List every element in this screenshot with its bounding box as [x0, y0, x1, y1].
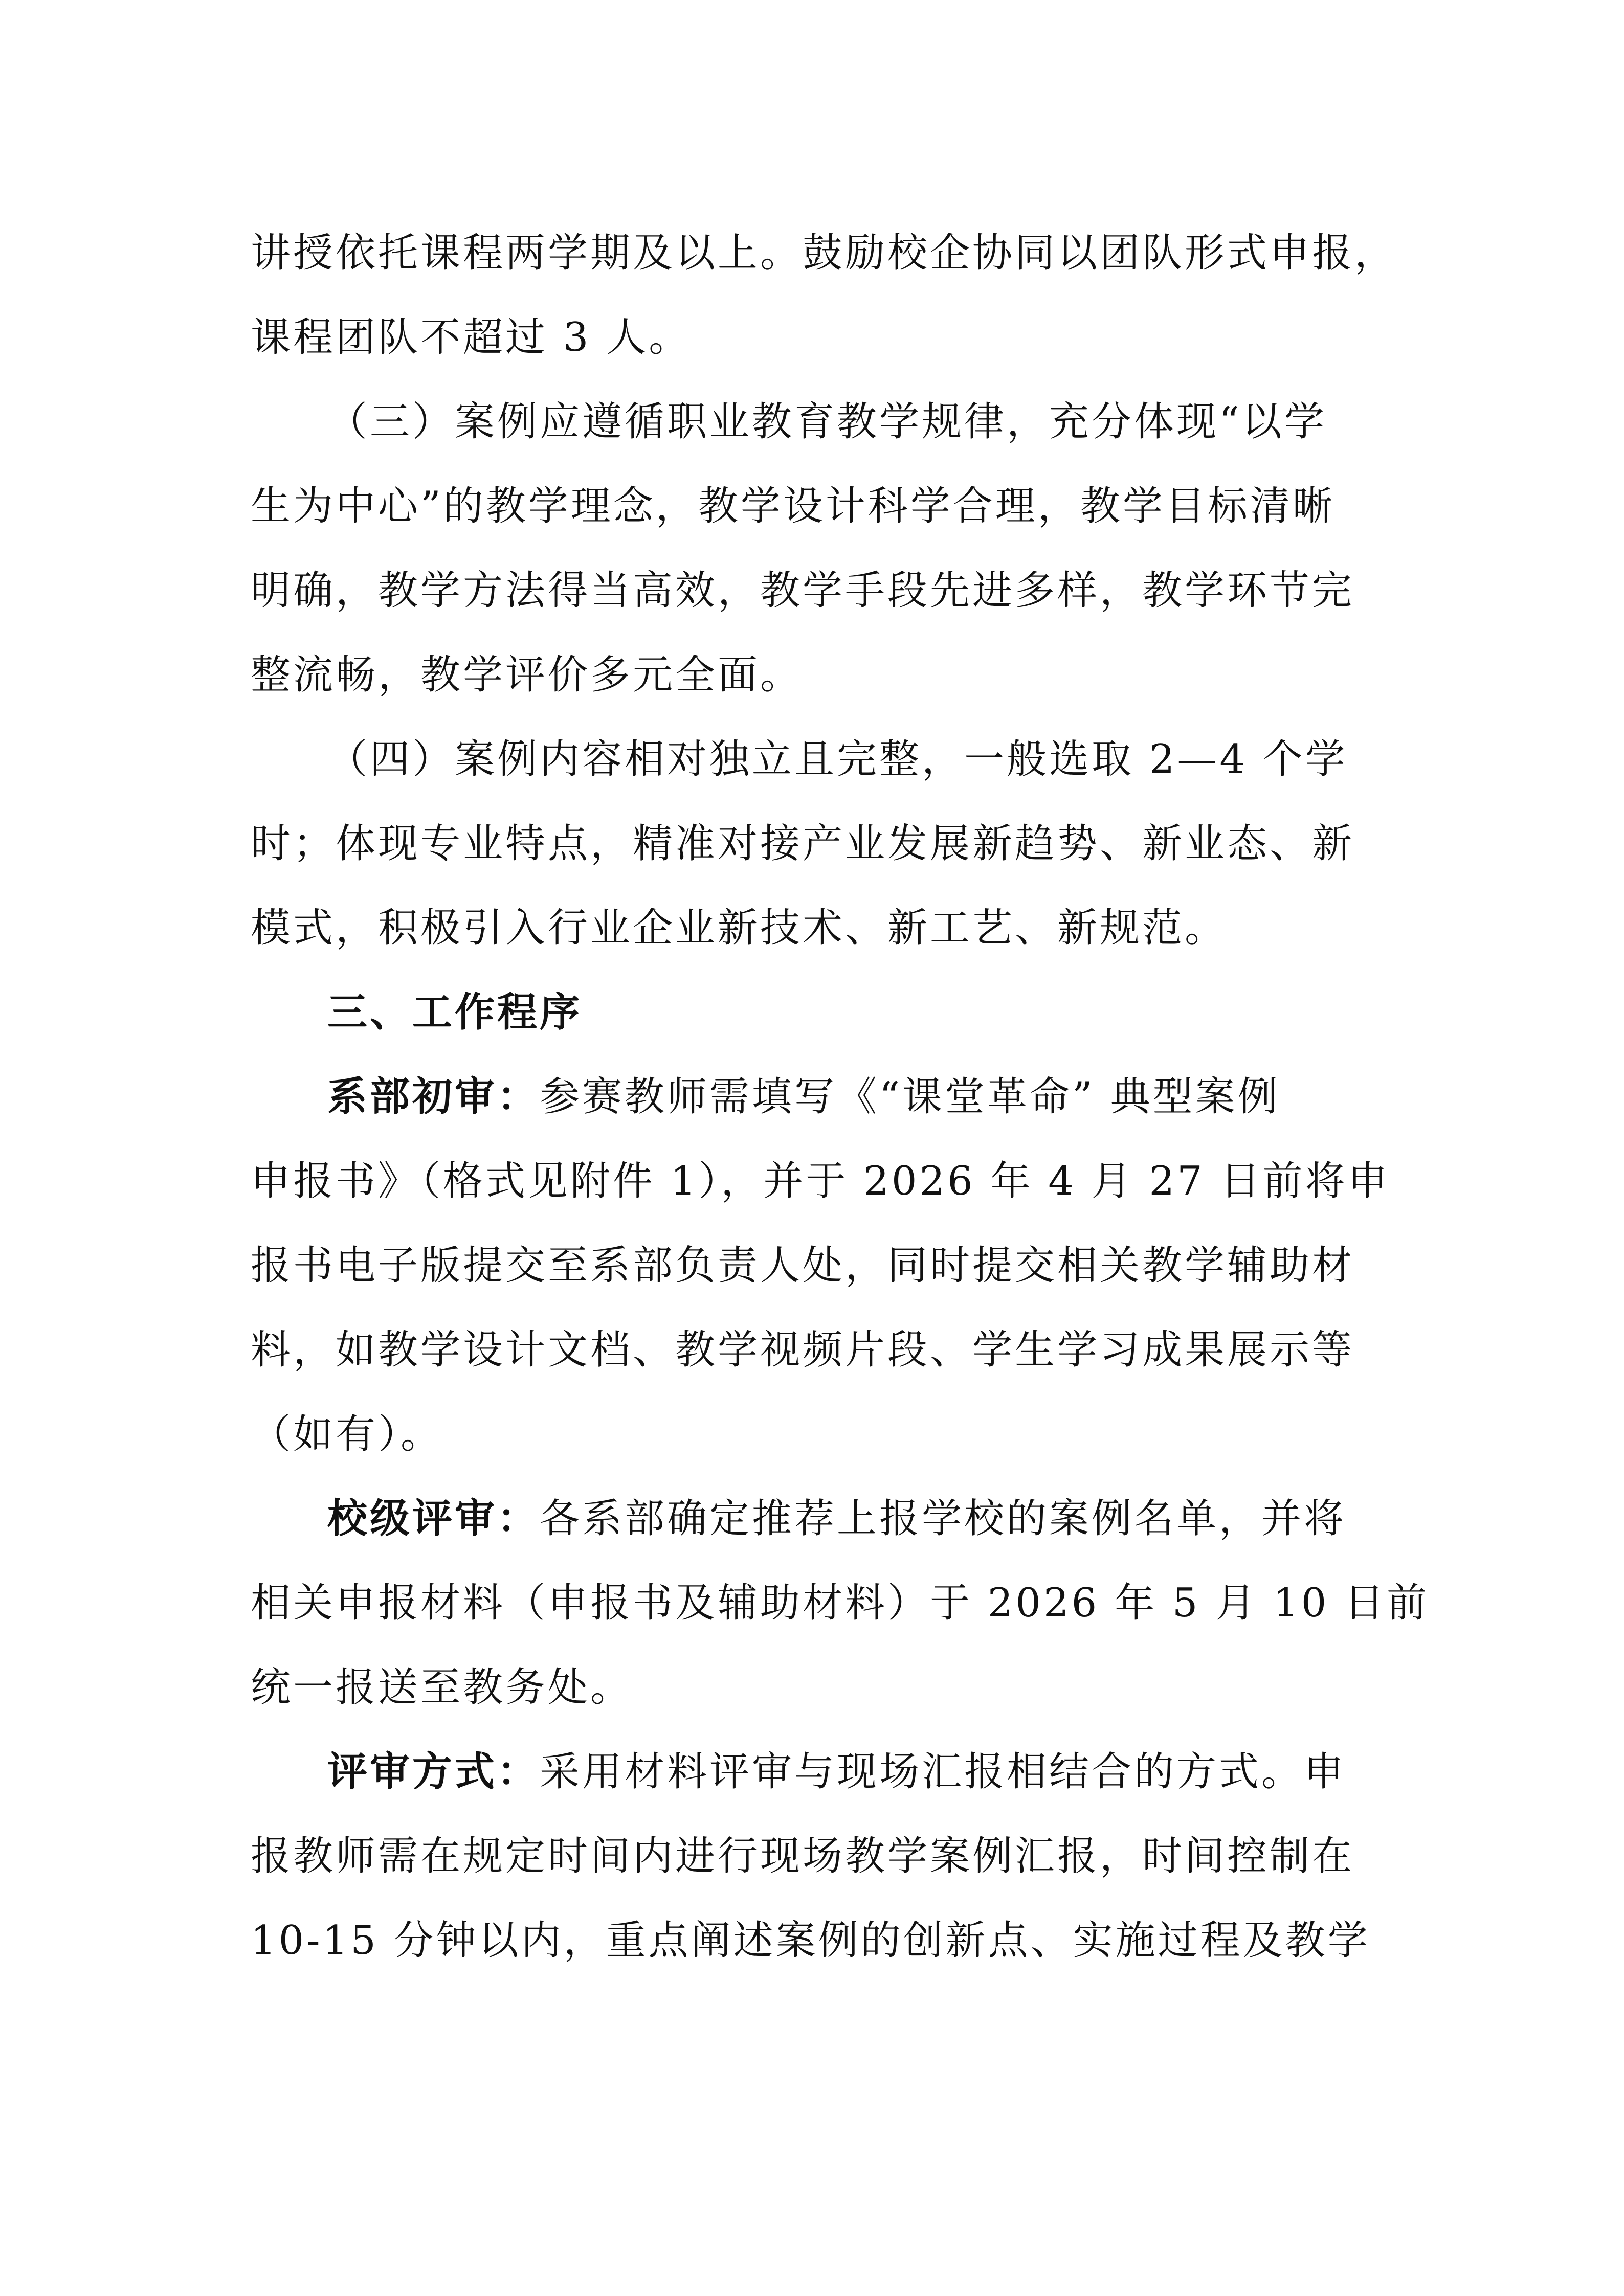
text-line: 课程团队不超过 3 人。 — [251, 314, 692, 361]
dept-review-paragraph: 系部初审：参赛教师需填写《“课堂革命” 典型案例 — [327, 1074, 1280, 1120]
text-line: （如有）。 — [251, 1411, 443, 1457]
text-line: 生为中心”的教学理念，教学设计科学合理，教学目标清晰 — [251, 483, 1335, 529]
dept-review-label: 系部初审： — [327, 1074, 540, 1120]
text-line: 相关申报材料（申报书及辅助材料）于 2026 年 5 月 10 日前 — [251, 1580, 1430, 1626]
text-line: 料，如教学设计文档、教学视频片段、学生学习成果展示等 — [251, 1327, 1355, 1373]
text-line: 申报书》（格式见附件 1），并于 2026 年 4 月 27 日前将申 — [251, 1158, 1390, 1204]
text-line: 10-15 分钟以内，重点阐述案例的创新点、实施过程及教学 — [251, 1918, 1370, 1964]
school-review-label: 校级评审： — [327, 1496, 540, 1542]
text-line: 时；体现专业特点，精准对接产业发展新趋势、新业态、新 — [251, 821, 1355, 867]
text-line: 统一报送至教务处。 — [251, 1664, 633, 1710]
text-line: 整流畅，教学评价多元全面。 — [251, 652, 803, 698]
text-line: 模式，积极引入行业企业新技术、新工艺、新规范。 — [251, 905, 1228, 951]
review-method-paragraph: 评审方式：采用材料评审与现场汇报相结合的方式。申 — [327, 1749, 1347, 1795]
review-method-label: 评审方式： — [327, 1749, 540, 1795]
section-heading: 三、工作程序 — [327, 989, 583, 1036]
text-line: 明确，教学方法得当高效，教学手段先进多样，教学环节完 — [251, 568, 1355, 614]
text-line: 讲授依托课程两学期及以上。鼓励校企协同以团队形式申报， — [251, 230, 1397, 276]
school-review-paragraph: 校级评审：各系部确定推荐上报学校的案例名单，并将 — [327, 1496, 1347, 1542]
paragraph-four-start: （四）案例内容相对独立且完整，一般选取 2—4 个学 — [327, 736, 1348, 782]
paragraph-three-start: （三）案例应遵循职业教育教学规律，充分体现“以学 — [327, 399, 1327, 445]
text-line: 报教师需在规定时间内进行现场教学案例汇报，时间控制在 — [251, 1833, 1355, 1879]
text-line: 报书电子版提交至系部负责人处，同时提交相关教学辅助材 — [251, 1243, 1355, 1289]
